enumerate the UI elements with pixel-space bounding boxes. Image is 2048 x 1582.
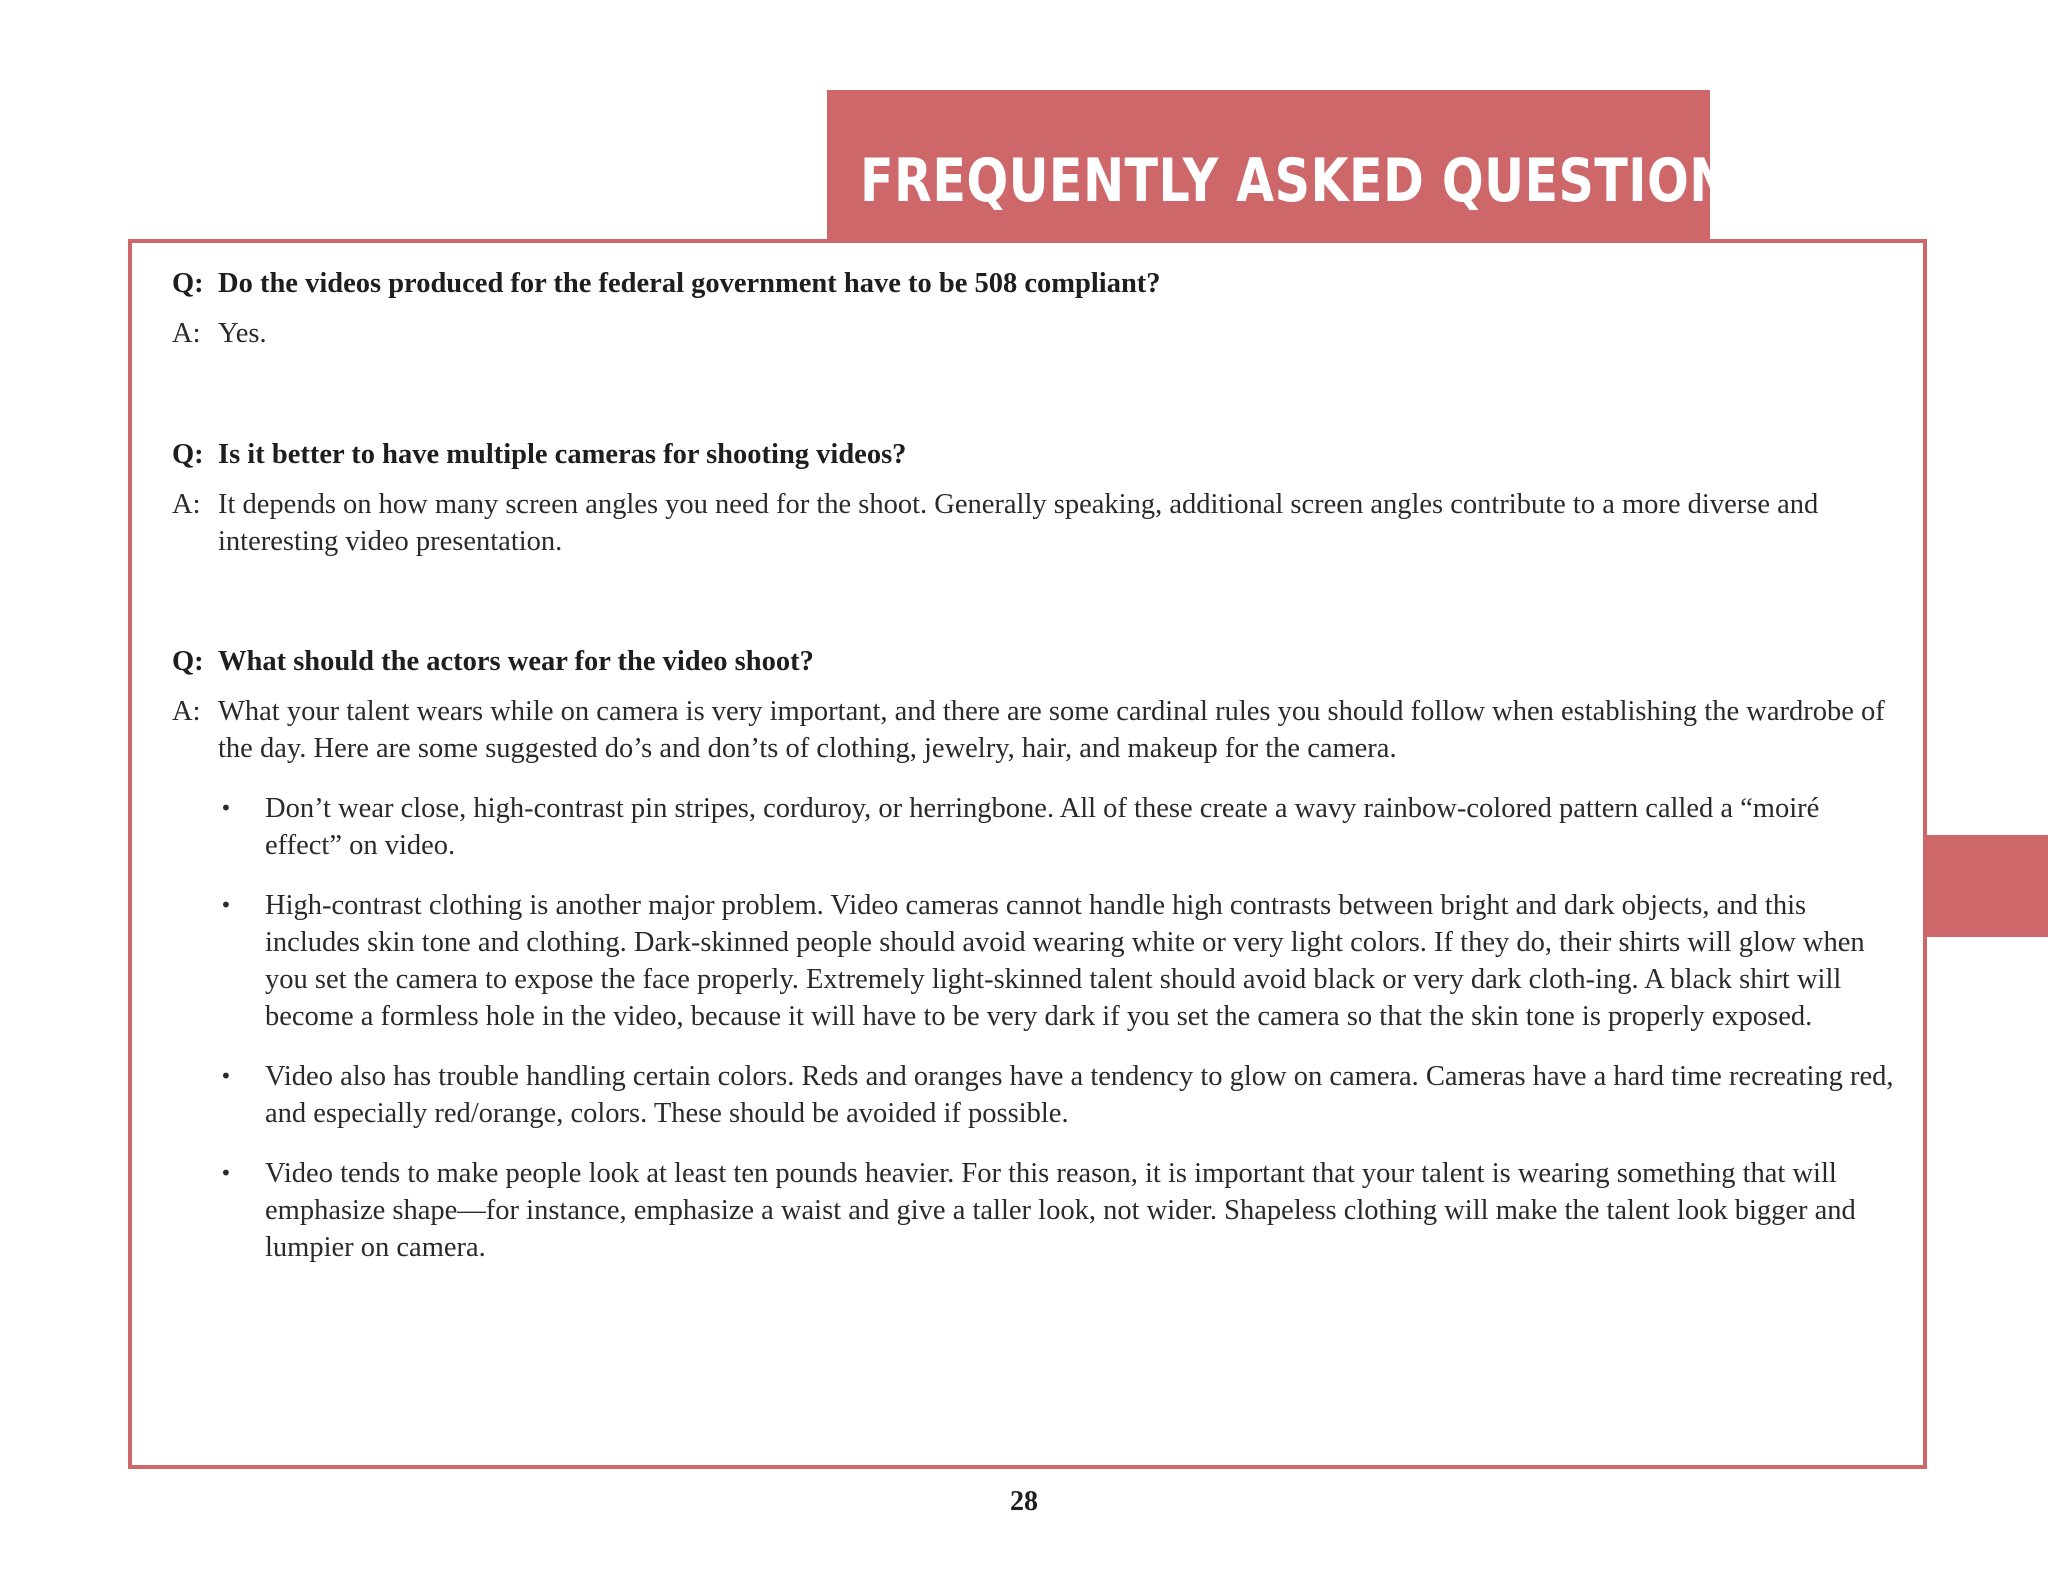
answer-row bbox=[172, 486, 1902, 560]
side-tab-marker bbox=[1926, 835, 2048, 937]
title-banner bbox=[827, 90, 1767, 242]
list-item bbox=[218, 1155, 1902, 1266]
answer-row bbox=[172, 315, 1902, 352]
bullet-icon: • bbox=[220, 893, 232, 917]
faq-item-3 bbox=[172, 643, 1902, 1266]
question-row bbox=[172, 265, 1902, 302]
list-item-text: Don’t wear close, high-contrast pin stripes, corduroy, or herringbone. All of these create a wavy rainbow-colored pattern called a “moiré effect” on video. bbox=[265, 793, 1820, 861]
question-prefix: Q: bbox=[172, 268, 204, 299]
faq-content-box bbox=[128, 239, 1927, 1469]
page-title: FREQUENTLY ASKED QUESTIONS bbox=[860, 146, 1767, 216]
list-item-text: Video tends to make people look at least ten pounds heavier. For this reason, it is important that your talent is wearing something that will emphasize shape—for instance, emphasize a waist and give a taller look, not wider. Shapeless clothing will make the talent look bigger and lumpier on camera. bbox=[265, 1158, 1856, 1263]
list-item-text: Video also has trouble handling certain colors. Reds and oranges have a tendency to glow on camera. Cameras have a hard time recreating red, and especially red/orange, colors. These should be avoided if possible. bbox=[265, 1061, 1894, 1129]
list-item bbox=[218, 790, 1902, 864]
answer-text: Yes. bbox=[218, 318, 267, 349]
answer-text: It depends on how many screen angles you need for the shoot. Generally speaking, additional screen angles contribute to a more diverse and interesting video presentation. bbox=[218, 489, 1819, 557]
bullet-icon: • bbox=[220, 796, 232, 820]
bullet-icon: • bbox=[220, 1161, 232, 1185]
question-text: Do the videos produced for the federal government have to be 508 compliant? bbox=[218, 268, 1161, 299]
answer-prefix: A: bbox=[172, 318, 201, 349]
question-row bbox=[172, 436, 1902, 473]
question-prefix: Q: bbox=[172, 646, 204, 677]
faq-item-2 bbox=[172, 436, 1902, 560]
faq-item-1 bbox=[172, 265, 1902, 352]
list-item bbox=[218, 887, 1902, 1035]
bullet-icon: • bbox=[220, 1064, 232, 1088]
page-number: 28 bbox=[1010, 1486, 1038, 1517]
list-item bbox=[218, 1058, 1902, 1132]
question-prefix: Q: bbox=[172, 439, 204, 470]
answer-prefix: A: bbox=[172, 696, 201, 727]
list-item-text: High-contrast clothing is another major problem. Video cameras cannot handle high contrasts between bright and dark objects, and this includes skin tone and clothing. Dark-skinned people should avoid wearing white or very light colors. If they do, their shirts will glow when you set the camera to expose the face properly. Extremely light-skinned talent should avoid black or very dark cloth-ing. A black shirt will become a formless hole in the video, because it will have to be very dark if you set the camera so that the skin tone is properly exposed. bbox=[265, 890, 1865, 1032]
answer-prefix: A: bbox=[172, 489, 201, 520]
question-text: Is it better to have multiple cameras for shooting videos? bbox=[218, 439, 907, 470]
answer-row bbox=[172, 693, 1902, 767]
question-text: What should the actors wear for the video shoot? bbox=[218, 646, 814, 677]
answer-text: What your talent wears while on camera is very important, and there are some cardinal rules you should follow when establishing the wardrobe of the day. Here are some suggested do’s and don’ts of clothing, jewelry, hair, and makeup for the camera. bbox=[218, 696, 1885, 764]
clothing-tips-list bbox=[218, 790, 1902, 1266]
question-row bbox=[172, 643, 1902, 680]
